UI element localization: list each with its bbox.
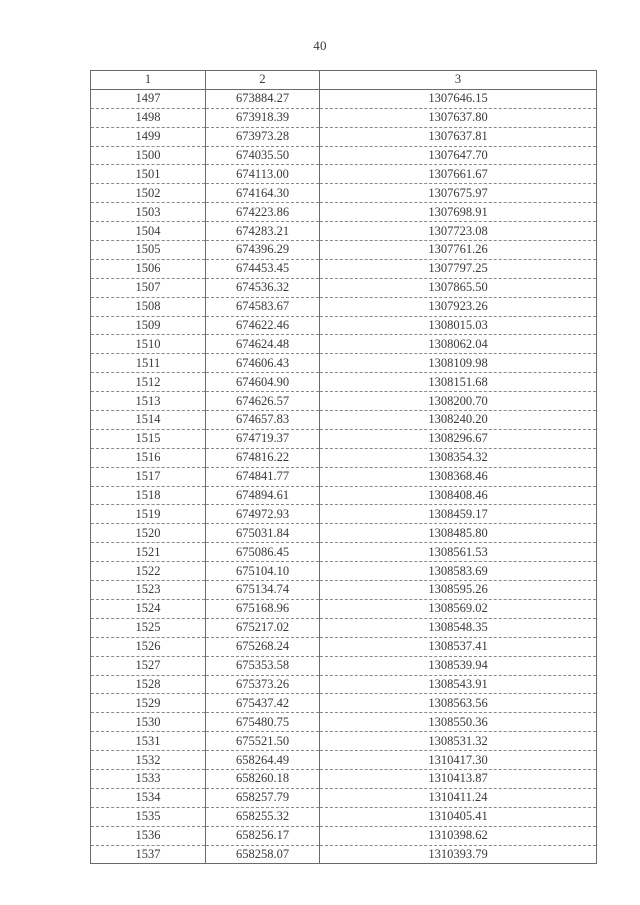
table-row: [91, 278, 597, 297]
y-coordinate-cell: 1307661.67: [320, 165, 597, 184]
point-number-cell: 1527: [91, 656, 206, 675]
point-number-cell: 1506: [91, 259, 206, 278]
table-row: [91, 222, 597, 241]
x-coordinate-cell: 674113.00: [206, 165, 320, 184]
y-coordinate-cell: 1308354.32: [320, 448, 597, 467]
point-number-cell: 1521: [91, 543, 206, 562]
table-row: [91, 751, 597, 770]
y-coordinate-cell: 1308062.04: [320, 335, 597, 354]
x-coordinate-cell: 673884.27: [206, 89, 320, 108]
point-number-cell: 1534: [91, 788, 206, 807]
x-coordinate-cell: 658264.49: [206, 751, 320, 770]
x-coordinate-cell: 674606.43: [206, 354, 320, 373]
table-row: [91, 165, 597, 184]
table-row: [91, 505, 597, 524]
table-body: [91, 89, 597, 864]
x-coordinate-cell: 675031.84: [206, 524, 320, 543]
point-number-cell: 1498: [91, 108, 206, 127]
y-coordinate-cell: 1308240.20: [320, 411, 597, 430]
x-coordinate-cell: 673918.39: [206, 108, 320, 127]
y-coordinate-cell: 1308408.46: [320, 486, 597, 505]
table-row: [91, 392, 597, 411]
point-number-cell: 1513: [91, 392, 206, 411]
y-coordinate-cell: 1308485.80: [320, 524, 597, 543]
table-row: [91, 373, 597, 392]
x-coordinate-cell: 675353.58: [206, 656, 320, 675]
x-coordinate-cell: 658255.32: [206, 807, 320, 826]
y-coordinate-cell: 1307646.15: [320, 89, 597, 108]
y-coordinate-cell: 1308543.91: [320, 675, 597, 694]
table-row: [91, 184, 597, 203]
point-number-cell: 1533: [91, 769, 206, 788]
table-header-row: [91, 71, 597, 90]
x-coordinate-cell: 658256.17: [206, 826, 320, 845]
table-row: [91, 241, 597, 260]
y-coordinate-cell: 1307723.08: [320, 222, 597, 241]
x-coordinate-cell: 675268.24: [206, 637, 320, 656]
x-coordinate-cell: 674453.45: [206, 259, 320, 278]
table-row: [91, 429, 597, 448]
table-row: [91, 108, 597, 127]
y-coordinate-cell: 1308109.98: [320, 354, 597, 373]
point-number-cell: 1499: [91, 127, 206, 146]
point-number-cell: 1525: [91, 618, 206, 637]
y-coordinate-cell: 1307761.26: [320, 241, 597, 260]
point-number-cell: 1522: [91, 562, 206, 581]
point-number-cell: 1524: [91, 599, 206, 618]
point-number-cell: 1512: [91, 373, 206, 392]
point-number-cell: 1528: [91, 675, 206, 694]
table-row: [91, 807, 597, 826]
table-row: [91, 694, 597, 713]
x-coordinate-cell: 674283.21: [206, 222, 320, 241]
point-number-cell: 1523: [91, 581, 206, 600]
y-coordinate-cell: 1307865.50: [320, 278, 597, 297]
point-number-cell: 1531: [91, 732, 206, 751]
y-coordinate-cell: 1308531.32: [320, 732, 597, 751]
x-coordinate-cell: 674223.86: [206, 203, 320, 222]
table-row: [91, 259, 597, 278]
y-coordinate-cell: 1307923.26: [320, 297, 597, 316]
y-coordinate-cell: 1310393.79: [320, 845, 597, 864]
x-coordinate-cell: 674841.77: [206, 467, 320, 486]
y-coordinate-cell: 1308296.67: [320, 429, 597, 448]
x-coordinate-cell: 675168.96: [206, 599, 320, 618]
y-coordinate-cell: 1308563.56: [320, 694, 597, 713]
y-coordinate-cell: 1308015.03: [320, 316, 597, 335]
point-number-cell: 1535: [91, 807, 206, 826]
table-row: [91, 562, 597, 581]
y-coordinate-cell: 1307647.70: [320, 146, 597, 165]
point-number-cell: 1501: [91, 165, 206, 184]
y-coordinate-cell: 1308561.53: [320, 543, 597, 562]
x-coordinate-cell: 674604.90: [206, 373, 320, 392]
table-row: [91, 316, 597, 335]
point-number-cell: 1519: [91, 505, 206, 524]
y-coordinate-cell: 1310417.30: [320, 751, 597, 770]
table-row: [91, 618, 597, 637]
point-number-cell: 1507: [91, 278, 206, 297]
table-row: [91, 788, 597, 807]
point-number-cell: 1514: [91, 411, 206, 430]
y-coordinate-cell: 1308200.70: [320, 392, 597, 411]
y-coordinate-cell: 1308539.94: [320, 656, 597, 675]
x-coordinate-cell: 674624.48: [206, 335, 320, 354]
x-coordinate-cell: 674583.67: [206, 297, 320, 316]
x-coordinate-cell: 674622.46: [206, 316, 320, 335]
y-coordinate-cell: 1308537.41: [320, 637, 597, 656]
x-coordinate-cell: 658260.18: [206, 769, 320, 788]
x-coordinate-cell: 675437.42: [206, 694, 320, 713]
point-number-cell: 1503: [91, 203, 206, 222]
table-row: [91, 732, 597, 751]
y-coordinate-cell: 1308583.69: [320, 562, 597, 581]
table-row: [91, 637, 597, 656]
y-coordinate-cell: 1307698.91: [320, 203, 597, 222]
point-number-cell: 1509: [91, 316, 206, 335]
table-row: [91, 89, 597, 108]
x-coordinate-cell: 658257.79: [206, 788, 320, 807]
x-coordinate-cell: 673973.28: [206, 127, 320, 146]
x-coordinate-cell: 675086.45: [206, 543, 320, 562]
y-coordinate-cell: 1307637.80: [320, 108, 597, 127]
y-coordinate-cell: 1308569.02: [320, 599, 597, 618]
point-number-cell: 1518: [91, 486, 206, 505]
x-coordinate-cell: 674894.61: [206, 486, 320, 505]
page-number: 40: [313, 38, 327, 53]
table-row: [91, 146, 597, 165]
coordinates-table: [90, 70, 597, 864]
y-coordinate-cell: 1310398.62: [320, 826, 597, 845]
table-row: [91, 486, 597, 505]
y-coordinate-cell: 1310413.87: [320, 769, 597, 788]
point-number-cell: 1515: [91, 429, 206, 448]
point-number-cell: 1508: [91, 297, 206, 316]
table-row: [91, 297, 597, 316]
table-row: [91, 335, 597, 354]
x-coordinate-cell: 674657.83: [206, 411, 320, 430]
x-coordinate-cell: 675480.75: [206, 713, 320, 732]
table-row: [91, 543, 597, 562]
y-coordinate-cell: 1310405.41: [320, 807, 597, 826]
x-coordinate-cell: 674816.22: [206, 448, 320, 467]
y-coordinate-cell: 1307637.81: [320, 127, 597, 146]
column-header-3: 3: [320, 71, 597, 90]
point-number-cell: 1500: [91, 146, 206, 165]
x-coordinate-cell: 674035.50: [206, 146, 320, 165]
point-number-cell: 1530: [91, 713, 206, 732]
table-row: [91, 656, 597, 675]
point-number-cell: 1504: [91, 222, 206, 241]
y-coordinate-cell: 1308459.17: [320, 505, 597, 524]
y-coordinate-cell: 1308595.26: [320, 581, 597, 600]
table-row: [91, 467, 597, 486]
x-coordinate-cell: 674626.57: [206, 392, 320, 411]
table-row: [91, 826, 597, 845]
y-coordinate-cell: 1307797.25: [320, 259, 597, 278]
x-coordinate-cell: 675217.02: [206, 618, 320, 637]
point-number-cell: 1536: [91, 826, 206, 845]
table-row: [91, 448, 597, 467]
table-row: [91, 599, 597, 618]
point-number-cell: 1526: [91, 637, 206, 656]
point-number-cell: 1529: [91, 694, 206, 713]
x-coordinate-cell: 675373.26: [206, 675, 320, 694]
y-coordinate-cell: 1310411.24: [320, 788, 597, 807]
point-number-cell: 1516: [91, 448, 206, 467]
y-coordinate-cell: 1308550.36: [320, 713, 597, 732]
column-header-1: 1: [91, 71, 206, 90]
table-row: [91, 713, 597, 732]
table-row: [91, 524, 597, 543]
table-row: [91, 354, 597, 373]
point-number-cell: 1510: [91, 335, 206, 354]
point-number-cell: 1520: [91, 524, 206, 543]
table-row: [91, 675, 597, 694]
table-row: [91, 203, 597, 222]
x-coordinate-cell: 675521.50: [206, 732, 320, 751]
point-number-cell: 1537: [91, 845, 206, 864]
x-coordinate-cell: 674536.32: [206, 278, 320, 297]
x-coordinate-cell: 675104.10: [206, 562, 320, 581]
point-number-cell: 1497: [91, 89, 206, 108]
column-header-2: 2: [206, 71, 320, 90]
x-coordinate-cell: 674396.29: [206, 241, 320, 260]
point-number-cell: 1517: [91, 467, 206, 486]
x-coordinate-cell: 674719.37: [206, 429, 320, 448]
y-coordinate-cell: 1308548.35: [320, 618, 597, 637]
point-number-cell: 1505: [91, 241, 206, 260]
y-coordinate-cell: 1308151.68: [320, 373, 597, 392]
table-row: [91, 127, 597, 146]
x-coordinate-cell: 674164.30: [206, 184, 320, 203]
x-coordinate-cell: 675134.74: [206, 581, 320, 600]
point-number-cell: 1502: [91, 184, 206, 203]
y-coordinate-cell: 1307675.97: [320, 184, 597, 203]
table-row: [91, 845, 597, 864]
y-coordinate-cell: 1308368.46: [320, 467, 597, 486]
point-number-cell: 1532: [91, 751, 206, 770]
table-row: [91, 769, 597, 788]
point-number-cell: 1511: [91, 354, 206, 373]
table-row: [91, 581, 597, 600]
x-coordinate-cell: 658258.07: [206, 845, 320, 864]
table-row: [91, 411, 597, 430]
x-coordinate-cell: 674972.93: [206, 505, 320, 524]
